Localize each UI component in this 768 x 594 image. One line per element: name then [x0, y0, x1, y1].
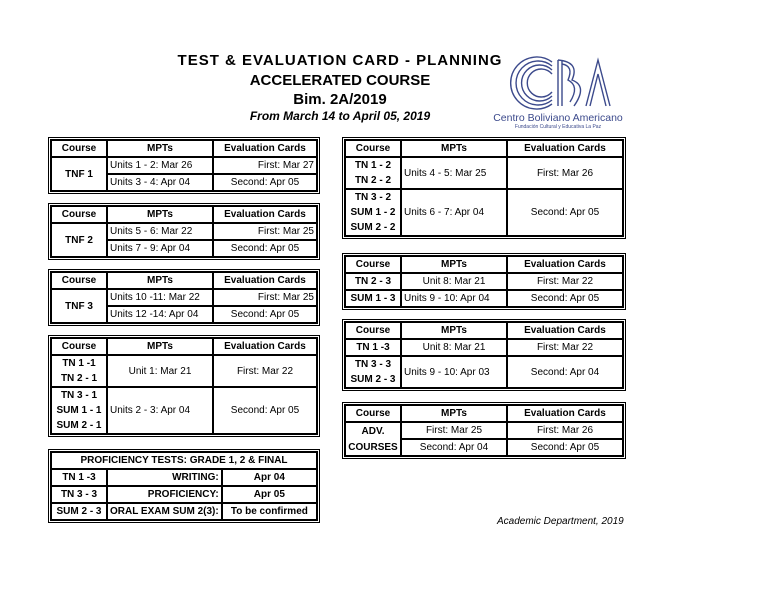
col-course: Course	[345, 322, 401, 339]
col-course: Course	[345, 256, 401, 273]
date-cell: Apr 05	[222, 486, 317, 503]
col-course: Course	[51, 272, 107, 289]
course-cell: TNF 3	[51, 289, 107, 323]
card-tnf1	[48, 137, 320, 194]
proficiency-table	[48, 449, 320, 523]
eval-cell: Second: Apr 05	[507, 439, 623, 456]
col-course: Course	[345, 140, 401, 157]
course-cell: TN 1 -3	[51, 469, 107, 486]
card-tn2-3	[342, 253, 626, 310]
course-cell: SUM 2 - 2	[345, 220, 401, 236]
eval-cell: First: Mar 22	[213, 355, 317, 387]
course-cell: COURSES	[345, 439, 401, 456]
mpt-cell: Second: Apr 04	[401, 439, 507, 456]
card-tn-2	[342, 137, 626, 239]
eval-cell: Second: Apr 05	[213, 174, 317, 191]
col-mpts: MPTs	[107, 338, 213, 355]
course-cell: TN 2 - 1	[51, 371, 107, 387]
eval-cell: Second: Apr 04	[507, 356, 623, 388]
test-cell: ORAL EXAM SUM 2(3):	[107, 503, 222, 520]
course-cell: SUM 1 - 1	[51, 403, 107, 418]
mpt-cell: Units 4 - 5: Mar 25	[401, 157, 507, 189]
col-mpts: MPTs	[401, 256, 507, 273]
col-eval: Evaluation Cards	[213, 272, 317, 289]
course-cell: SUM 2 - 3	[345, 372, 401, 388]
col-mpts: MPTs	[107, 140, 213, 157]
mpt-cell: Units 12 -14: Apr 04	[107, 306, 213, 323]
col-course: Course	[51, 140, 107, 157]
col-eval: Evaluation Cards	[213, 140, 317, 157]
logo-name: Centro Boliviano Americano	[493, 112, 623, 124]
date-cell: To be confirmed	[222, 503, 317, 520]
mpt-cell: Units 9 - 10: Apr 03	[401, 356, 507, 388]
eval-cell: First: Mar 25	[213, 223, 317, 240]
eval-cell: First: Mar 22	[507, 273, 623, 290]
col-eval: Evaluation Cards	[507, 256, 623, 273]
mpt-cell: Units 1 - 2: Mar 26	[107, 157, 213, 174]
course-cell: TN 2 - 3	[345, 273, 401, 290]
course-cell: TN 1 - 2	[345, 157, 401, 173]
course-cell: TN 1 -3	[345, 339, 401, 356]
col-eval: Evaluation Cards	[213, 338, 317, 355]
mpt-cell: Units 5 - 6: Mar 22	[107, 223, 213, 240]
course-cell: SUM 1 - 2	[345, 205, 401, 220]
col-mpts: MPTs	[401, 140, 507, 157]
course-cell: TNF 1	[51, 157, 107, 191]
col-course: Course	[51, 206, 107, 223]
mpt-cell: Unit 8: Mar 21	[401, 273, 507, 290]
mpt-cell: Units 9 - 10: Apr 04	[401, 290, 507, 307]
bimester-label: Bim. 2A/2019	[293, 91, 387, 108]
date-cell: Apr 04	[222, 469, 317, 486]
mpt-cell: Unit 1: Mar 21	[107, 355, 213, 387]
col-mpts: MPTs	[401, 322, 507, 339]
eval-cell: First: Mar 22	[507, 339, 623, 356]
col-eval: Evaluation Cards	[507, 140, 623, 157]
course-cell: SUM 2 - 3	[51, 503, 107, 520]
eval-cell: First: Mar 27	[213, 157, 317, 174]
mpt-cell: Units 6 - 7: Apr 04	[401, 189, 507, 236]
eval-cell: Second: Apr 05	[213, 387, 317, 434]
card-tnf2	[48, 203, 320, 260]
col-mpts: MPTs	[107, 206, 213, 223]
course-cell: TN 3 - 2	[345, 189, 401, 205]
mpt-cell: Units 3 - 4: Apr 04	[107, 174, 213, 191]
card-tn1-3	[342, 319, 626, 391]
mpt-cell: Unit 8: Mar 21	[401, 339, 507, 356]
logo-subtitle: Fundación Cultural y Educativa La Paz	[514, 124, 602, 130]
col-eval: Evaluation Cards	[507, 405, 623, 422]
col-eval: Evaluation Cards	[213, 206, 317, 223]
col-course: Course	[345, 405, 401, 422]
eval-cell: First: Mar 25	[213, 289, 317, 306]
date-range: From March 14 to April 05, 2019	[249, 109, 431, 123]
test-cell: PROFICIENCY:	[107, 486, 222, 503]
footer-text: Academic Department, 2019	[497, 516, 624, 527]
eval-cell: First: Mar 26	[507, 422, 623, 439]
course-cell: TNF 2	[51, 223, 107, 257]
mpt-cell: First: Mar 25	[401, 422, 507, 439]
proficiency-title: PROFICIENCY TESTS: GRADE 1, 2 & FINAL	[51, 452, 317, 469]
page-subtitle: ACCELERATED COURSE	[249, 72, 431, 89]
mpt-cell: Units 7 - 9: Apr 04	[107, 240, 213, 257]
course-cell: TN 1 -1	[51, 355, 107, 371]
eval-cell: Second: Apr 05	[213, 306, 317, 323]
card-adv-courses	[342, 402, 626, 459]
col-eval: Evaluation Cards	[507, 322, 623, 339]
eval-cell: Second: Apr 05	[507, 290, 623, 307]
eval-cell: Second: Apr 05	[507, 189, 623, 236]
test-cell: WRITING:	[107, 469, 222, 486]
eval-cell: Second: Apr 05	[213, 240, 317, 257]
col-course: Course	[51, 338, 107, 355]
course-cell: SUM 1 - 3	[345, 290, 401, 307]
mpt-cell: Units 10 -11: Mar 22	[107, 289, 213, 306]
course-cell: TN 2 - 2	[345, 173, 401, 189]
course-cell: TN 3 - 3	[345, 356, 401, 372]
page-title: TEST & EVALUATION CARD - PLANNING	[177, 52, 503, 69]
course-cell: SUM 2 - 1	[51, 418, 107, 434]
course-cell: TN 3 - 3	[51, 486, 107, 503]
card-tnf3	[48, 269, 320, 326]
card-tn-1	[48, 335, 320, 437]
course-cell: ADV.	[345, 422, 401, 439]
col-mpts: MPTs	[107, 272, 213, 289]
eval-cell: First: Mar 26	[507, 157, 623, 189]
mpt-cell: Units 2 - 3: Apr 04	[107, 387, 213, 434]
course-cell: TN 3 - 1	[51, 387, 107, 403]
col-mpts: MPTs	[401, 405, 507, 422]
